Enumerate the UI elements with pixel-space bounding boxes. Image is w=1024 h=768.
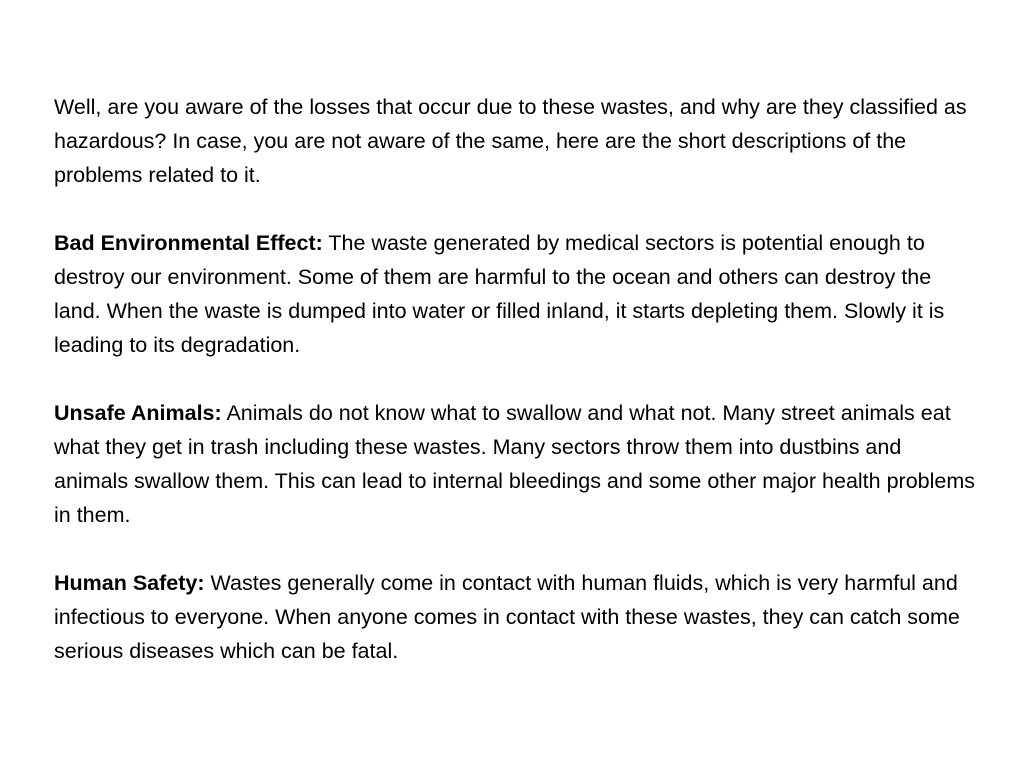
section-body: The waste generated by medical sectors is potential enough to destroy our environment. Some of them are harmful to the ocean and others can destroy the land. When the waste is dumped into water or filled inland, it starts depleting them. Slowly it is leading to its degradation.: [54, 231, 945, 357]
section-unsafe-animals: [54, 396, 979, 532]
section-heading: Bad Environmental Effect:: [54, 231, 323, 255]
section-human-safety: [54, 566, 979, 668]
section-heading: Unsafe Animals:: [54, 401, 222, 425]
intro-paragraph: Well, are you aware of the losses that occur due to these wastes, and why are they classified as hazardous? In case, you are not aware of the same, here are the short descriptions of the problems related to it.: [54, 95, 967, 187]
slide-text-body: [54, 90, 979, 702]
section-heading: Human Safety:: [54, 571, 205, 595]
section-body: Wastes generally come in contact with human fluids, which is very harmful and infectious to everyone. When anyone comes in contact with these wastes, they can catch some serious diseases which can be fatal.: [54, 571, 960, 663]
section-environmental-effect: [54, 226, 979, 362]
section-body: Animals do not know what to swallow and what not. Many street animals eat what they get in trash including these wastes. Many sectors throw them into dustbins and animals swallow them. This can lead to internal bleedings and some other major health problems in them.: [54, 401, 976, 527]
